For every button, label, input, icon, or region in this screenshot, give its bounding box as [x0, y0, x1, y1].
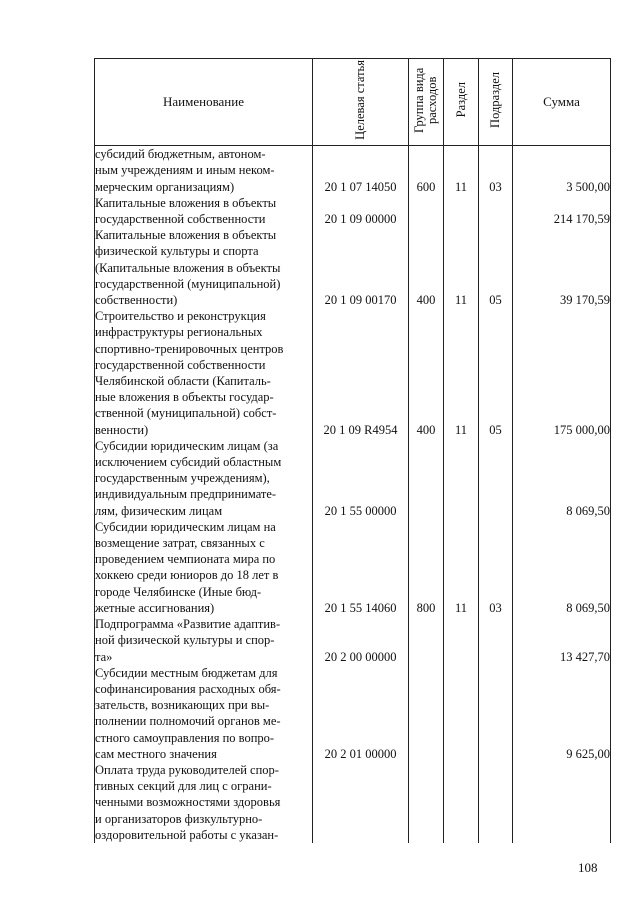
table-body [95, 146, 611, 843]
header-section: Раздел [444, 59, 479, 146]
row-name [95, 227, 313, 308]
budget-table [94, 58, 611, 843]
row-name [95, 146, 313, 195]
row-name-line: физической культуры и спорта [95, 244, 259, 259]
row-name-line: ным учреждениям и иным неком- [95, 163, 275, 178]
row-name-line: государственной собственности [95, 212, 266, 227]
row-article: 20 1 55 14060 [313, 519, 409, 616]
row-name-line: полнении полномочий органов ме- [95, 714, 281, 729]
row-sum: 8 069,50 [513, 438, 611, 519]
row-name [95, 308, 313, 438]
row-article: 20 1 09 R4954 [313, 308, 409, 438]
row-group [409, 195, 444, 227]
row-sum: 8 069,50 [513, 519, 611, 616]
row-name-line: ные вложения в объекты государ- [95, 390, 274, 405]
row-name-line: государственной собственности [95, 357, 266, 372]
row-article: 20 2 00 00000 [313, 616, 409, 665]
table-row [95, 308, 611, 438]
row-subsection [479, 438, 513, 519]
row-name-line: тивных секций для лиц с ограни- [95, 779, 272, 794]
row-sum [513, 762, 611, 843]
row-name-line: (Капитальные вложения в объекты [95, 260, 281, 275]
row-subsection [479, 195, 513, 227]
row-name-line: инфраструктуры региональных [95, 325, 263, 340]
table-row [95, 438, 611, 519]
row-name-line: Субсидии юридическим лицам (за [95, 438, 279, 453]
row-name-line: Субсидии местным бюджетам для [95, 665, 278, 680]
row-sum: 39 170,59 [513, 227, 611, 308]
table-row [95, 146, 611, 195]
row-name-line: спортивно-тренировочных центров [95, 341, 284, 356]
row-sum: 214 170,59 [513, 195, 611, 227]
row-subsection [479, 665, 513, 762]
row-subsection: 03 [479, 146, 513, 195]
row-group [409, 616, 444, 665]
row-section: 11 [444, 227, 479, 308]
row-name-line: возмещение затрат, связанных с [95, 536, 265, 551]
row-subsection: 03 [479, 519, 513, 616]
row-name-line: Капитальные вложения в объекты [95, 228, 277, 243]
row-name-line: проведением чемпионата мира по [95, 552, 276, 567]
row-name [95, 195, 313, 227]
row-section: 11 [444, 146, 479, 195]
row-article: 20 1 07 14050 [313, 146, 409, 195]
row-name-line: Челябинской области (Капиталь- [95, 374, 271, 389]
row-section: 11 [444, 308, 479, 438]
table-row [95, 227, 611, 308]
row-name-line: Субсидии юридическим лицам на [95, 519, 276, 534]
row-name-line: стного самоуправления по вопро- [95, 730, 275, 745]
header-subsection: Подраздел [479, 59, 513, 146]
row-subsection [479, 762, 513, 843]
page-number: 108 [578, 860, 598, 875]
row-name-line: субсидий бюджетным, автоном- [95, 147, 266, 162]
row-name-line: ной физической культуры и спор- [95, 633, 275, 648]
row-name-line: сам местного значения [95, 746, 217, 761]
table-row [95, 195, 611, 227]
row-group [409, 438, 444, 519]
row-article: 20 2 01 00000 [313, 665, 409, 762]
row-name-line: государственным учреждениям), [95, 471, 270, 486]
row-section [444, 438, 479, 519]
row-name-line: Оплата труда руководителей спор- [95, 762, 279, 777]
row-group [409, 762, 444, 843]
row-name-line: мерческим организациям) [95, 179, 235, 194]
row-name-line: та» [95, 649, 113, 664]
row-article: 20 1 09 00000 [313, 195, 409, 227]
row-article: 20 1 09 00170 [313, 227, 409, 308]
table-row [95, 616, 611, 665]
row-name-line: Подпрограмма «Развитие адаптив- [95, 617, 281, 632]
row-sum: 3 500,00 [513, 146, 611, 195]
header-group: Группа вида расходов [409, 59, 444, 146]
table-row [95, 665, 611, 762]
row-name [95, 616, 313, 665]
row-name-line: зательств, возникающих при вы- [95, 698, 270, 713]
row-subsection: 05 [479, 308, 513, 438]
row-group: 600 [409, 146, 444, 195]
row-article [313, 762, 409, 843]
row-group: 400 [409, 308, 444, 438]
row-sum: 9 625,00 [513, 665, 611, 762]
row-name [95, 438, 313, 519]
row-name-line: Капитальные вложения в объекты [95, 195, 277, 210]
row-name-line: оздоровительной работы с указан- [95, 827, 279, 842]
row-subsection: 05 [479, 227, 513, 308]
row-name-line: лям, физическим лицам [95, 503, 223, 518]
header-name: Наименование [95, 59, 313, 146]
row-name-line: городе Челябинске (Иные бюд- [95, 584, 262, 599]
row-name [95, 519, 313, 616]
header-sum: Сумма [513, 59, 611, 146]
row-name-line: ственной (муниципальной) собст- [95, 406, 277, 421]
row-name-line: индивидуальным предпринимате- [95, 487, 277, 502]
table-header-row [95, 59, 611, 146]
row-section [444, 195, 479, 227]
row-name-line: венности) [95, 422, 149, 437]
row-group [409, 665, 444, 762]
row-name-line: жетные ассигнования) [95, 600, 215, 615]
header-article: Целевая статья [313, 59, 409, 146]
row-name-line: ченными возможностями здоровья [95, 795, 281, 810]
row-section [444, 762, 479, 843]
row-sum: 13 427,70 [513, 616, 611, 665]
row-group: 400 [409, 227, 444, 308]
row-name [95, 762, 313, 843]
row-subsection [479, 616, 513, 665]
table-row [95, 762, 611, 843]
table-row [95, 519, 611, 616]
row-section [444, 665, 479, 762]
row-name-line: хоккею среди юниоров до 18 лет в [95, 568, 279, 583]
row-sum: 175 000,00 [513, 308, 611, 438]
row-article: 20 1 55 00000 [313, 438, 409, 519]
row-name-line: и организаторов физкультурно- [95, 811, 263, 826]
row-name-line: собственности) [95, 293, 178, 308]
row-section: 11 [444, 519, 479, 616]
row-name-line: Строительство и реконструкция [95, 309, 266, 324]
row-name [95, 665, 313, 762]
row-group: 800 [409, 519, 444, 616]
row-name-line: исключением субсидий областным [95, 455, 282, 470]
row-name-line: софинансирования расходных обя- [95, 681, 281, 696]
row-name-line: государственной (муниципальной) [95, 276, 281, 291]
row-section [444, 616, 479, 665]
